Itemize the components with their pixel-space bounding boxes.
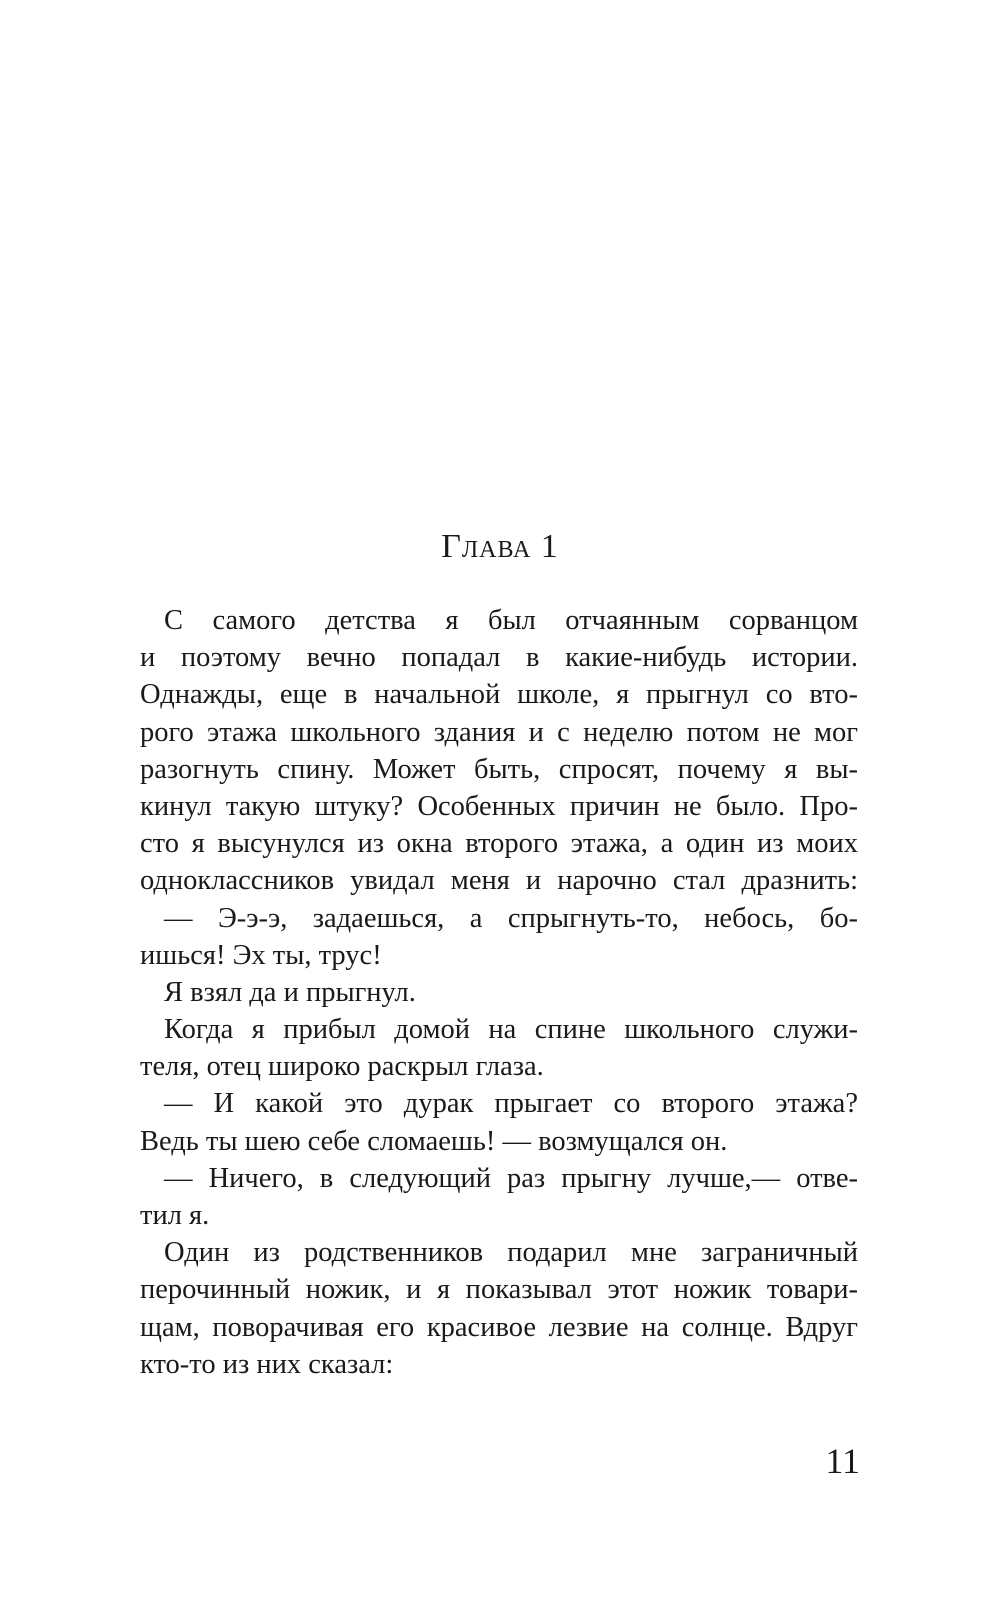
chapter-title	[0, 528, 1000, 566]
text-line: Когда я прибыл домой на спине школьного служи-	[164, 1014, 858, 1046]
text-line: сто я высунулся из окна второго этажа, а один из моих	[140, 828, 858, 860]
text-line: — Ничего, в следующий раз прыгну лучше,— отве-	[164, 1162, 858, 1194]
text-line: Я взял да и прыгнул.	[164, 976, 416, 1008]
text-line: одноклассников увидал меня и нарочно стал дразнить:	[140, 865, 858, 897]
text-line: Один из родственников подарил мне заграничный	[164, 1237, 858, 1269]
text-line: кто-то из них сказал:	[140, 1348, 394, 1380]
text-line: ишься! Эх ты, трус!	[140, 939, 382, 971]
text-line: теля, отец широко раскрыл глаза.	[140, 1051, 544, 1083]
text-line: С самого детства я был отчаянным сорванцом	[164, 605, 858, 636]
text-line: — Э-э-э, задаешься, а спрыгнуть-то, небось, бо-	[164, 902, 858, 934]
body-text	[140, 602, 858, 1383]
text-line: рого этажа школьного здания и с неделю потом не мог	[140, 716, 858, 748]
page-number: 11	[825, 1441, 860, 1481]
text-line: щам, поворачивая его красивое лезвие на солнце. Вдруг	[140, 1311, 858, 1343]
text-line: перочинный ножик, и я показывал этот ножик товари-	[140, 1274, 858, 1306]
text-line: тил я.	[140, 1200, 210, 1231]
text-line: разогнуть спину. Может быть, спросят, почему я вы-	[140, 753, 858, 785]
text-line: — И какой это дурак прыгает со второго этажа?	[164, 1088, 858, 1120]
text-line: кинул такую штуку? Особенных причин не было. Про-	[140, 790, 858, 822]
chapter-title-text: Глава 1	[441, 528, 559, 565]
text-line: и поэтому вечно попадал в какие-нибудь истории.	[140, 642, 858, 674]
text-line: Однажды, еще в начальной школе, я прыгнул со вто-	[140, 679, 858, 711]
text-line: Ведь ты шею себе сломаешь! — возмущался он.	[140, 1125, 728, 1157]
